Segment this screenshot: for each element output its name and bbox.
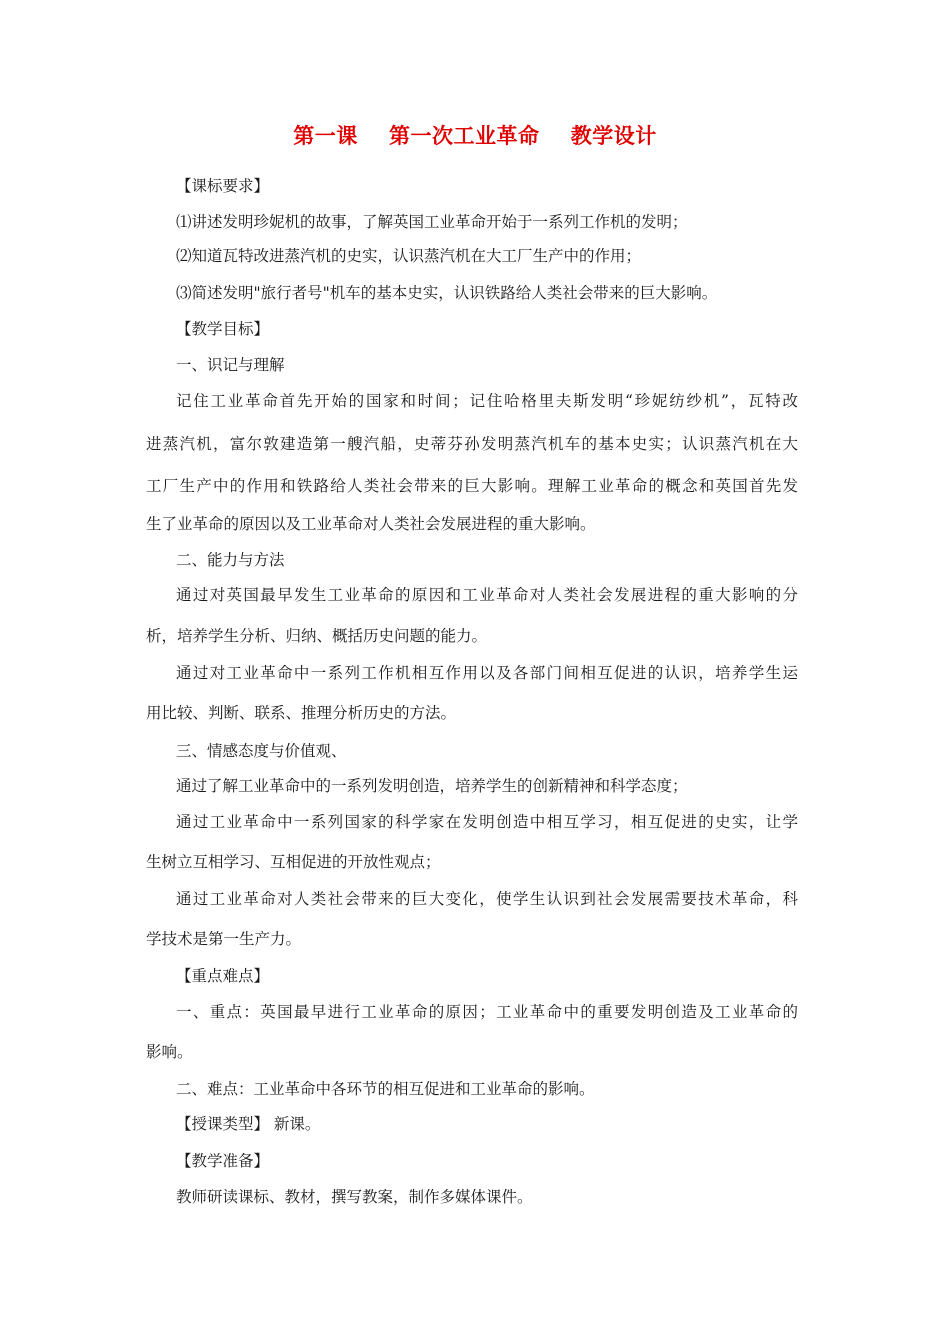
section-heading-goals: 【教学目标】 — [176, 320, 270, 338]
standard-item-1: ⑴讲述发明珍妮机的故事，了解英国工业革命开始于一系列工作机的发明； — [176, 213, 688, 231]
goal2-para2-line: 用比较、判断、联系、推理分析历史的方法。 — [146, 704, 457, 722]
goal1-para-line: 生了业革命的原因以及工业革命对人类社会发展进程的重大影响。 — [146, 515, 596, 533]
goal2-para1-line: 析，培养学生分析、归纳、概括历史问题的能力。 — [146, 627, 488, 645]
goal3-para2-line: 通过工业革命中一系列国家的科学家在发明创造中相互学习，相互促进的史实，让学 — [176, 813, 798, 831]
section-heading-key: 【重点难点】 — [176, 967, 270, 985]
goal2-para1-line: 通过对英国最早发生工业革命的原因和工业革命对人类社会发展进程的重大影响的分 — [176, 586, 798, 604]
goal1-para-line: 工厂生产中的作用和铁路给人类社会带来的巨大影响。理解工业革命的概念和英国首先发 — [146, 477, 798, 495]
goal3-para3-line: 通过工业革命对人类社会带来的巨大变化，使学生认识到社会发展需要技术革命，科 — [176, 890, 798, 908]
section-heading-prep: 【教学准备】 — [176, 1152, 270, 1170]
goal3-para1: 通过了解工业革命中的一系列发明创造，培养学生的创新精神和科学态度； — [176, 777, 688, 795]
lesson-type: 【授课类型】 新课。 — [176, 1115, 321, 1133]
goal3-para2-line: 生树立互相学习、互相促进的开放性观点； — [146, 853, 441, 871]
prep-text: 教师研读课标、教材，撰写教案，制作多媒体课件。 — [176, 1188, 533, 1206]
standard-item-3: ⑶简述发明"旅行者号"机车的基本史实，认识铁路给人类社会带来的巨大影响。 — [176, 284, 718, 302]
standard-item-2: ⑵知道瓦特改进蒸汽机的史实，认识蒸汽机在大工厂生产中的作用； — [176, 247, 642, 265]
goal2-heading: 二、能力与方法 — [176, 551, 285, 569]
goal3-para3-line: 学技术是第一生产力。 — [146, 930, 302, 948]
goal1-para-line: 记住工业革命首先开始的国家和时间；记住哈格里夫斯发明“珍妮纺纱机”，瓦特改 — [176, 392, 798, 410]
page-title: 第一课 第一次工业革命 教学设计 — [293, 123, 657, 148]
goal2-para2-line: 通过对工业革命中一系列工作机相互作用以及各部门间相互促进的认识，培养学生运 — [176, 664, 798, 682]
goal3-heading: 三、情感态度与价值观、 — [176, 742, 347, 760]
key-point-line: 影响。 — [146, 1043, 193, 1061]
goal1-heading: 一、识记与理解 — [176, 356, 285, 374]
key-point-line: 一、重点：英国最早进行工业革命的原因；工业革命中的重要发明创造及工业革命的 — [176, 1003, 798, 1021]
goal1-para-line: 进蒸汽机，富尔敦建造第一艘汽船，史蒂芬孙发明蒸汽机车的基本史实；认识蒸汽机在大 — [146, 435, 798, 453]
section-heading-standards: 【课标要求】 — [176, 177, 270, 195]
difficulty-point: 二、难点：工业革命中各环节的相互促进和工业革命的影响。 — [176, 1080, 595, 1098]
